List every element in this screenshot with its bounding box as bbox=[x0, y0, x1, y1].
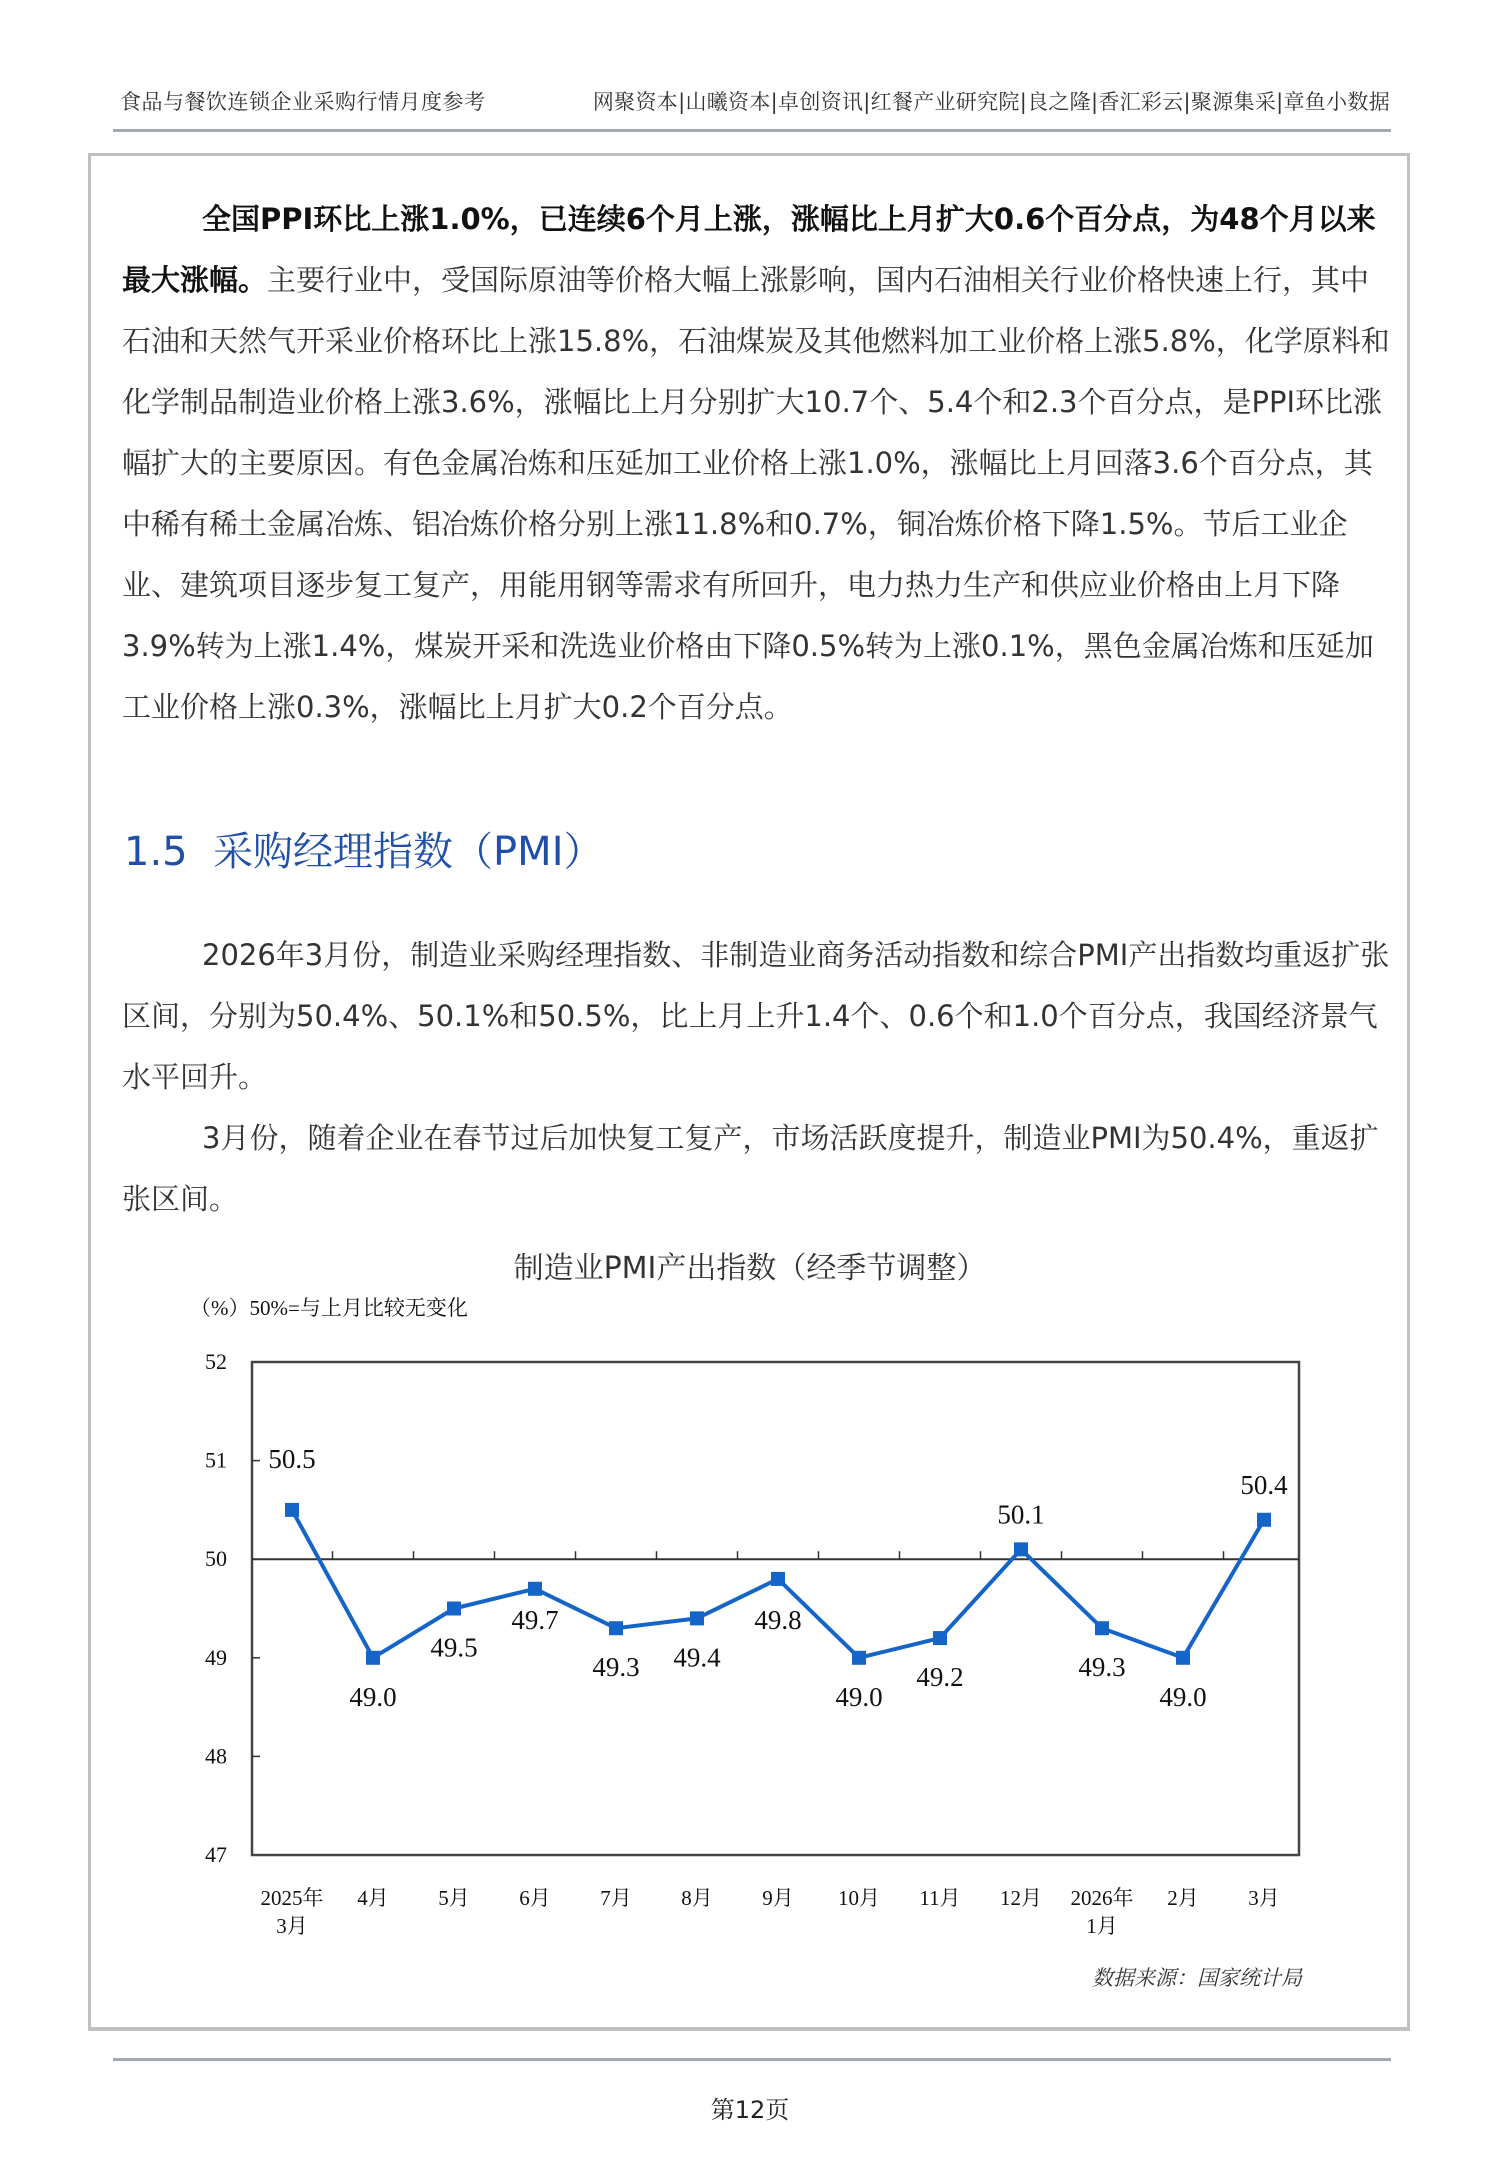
y-tick-label: 52 bbox=[205, 1349, 227, 1374]
data-point bbox=[1257, 1513, 1271, 1527]
data-label: 49.2 bbox=[916, 1662, 964, 1693]
report-title: 食品与餐饮连锁企业采购行情月度参考 bbox=[120, 90, 486, 114]
data-point bbox=[1176, 1651, 1190, 1665]
x-tick-label: 1月 bbox=[1086, 1914, 1118, 1938]
x-tick-label: 2月 bbox=[1167, 1886, 1199, 1910]
y-tick-label: 47 bbox=[205, 1842, 227, 1867]
data-point bbox=[1095, 1621, 1109, 1635]
footer-divider bbox=[113, 2058, 1391, 2061]
data-point bbox=[285, 1503, 299, 1517]
x-tick-label: 5月 bbox=[438, 1886, 470, 1910]
header-divider bbox=[113, 129, 1391, 132]
chart-subtitle: （%）50%=与上月比较无变化 bbox=[190, 1296, 468, 1320]
x-tick-label: 12月 bbox=[1000, 1886, 1042, 1910]
section-heading bbox=[124, 820, 604, 877]
x-tick-label: 9月 bbox=[762, 1886, 794, 1910]
ppi-lead-bold: 全国PPI环比上涨1.0%，已连续6个月上涨，涨幅比上月扩大0.6个百分点，为48个月以来最大涨幅。 bbox=[122, 202, 1376, 297]
pmi-paragraph-1 bbox=[122, 925, 1392, 1108]
section-title: 采购经理指数（PMI） bbox=[213, 829, 604, 875]
section-number: 1.5 bbox=[124, 829, 188, 875]
x-tick-label: 10月 bbox=[838, 1886, 880, 1910]
data-label: 50.1 bbox=[997, 1499, 1045, 1530]
data-point bbox=[1014, 1542, 1028, 1556]
y-tick-label: 50 bbox=[205, 1546, 227, 1572]
x-tick-label: 2025年 bbox=[260, 1886, 324, 1910]
report-sources: 网聚资本|山曦资本|卓创资讯|红餐产业研究院|良之隆|香汇彩云|聚源集采|章鱼小数据 bbox=[592, 90, 1390, 114]
data-label: 49.0 bbox=[835, 1681, 883, 1712]
pmi-paragraph-2 bbox=[122, 1108, 1392, 1230]
y-tick-label: 51 bbox=[205, 1447, 227, 1473]
pmi-paragraph-2-text: 3月份，随着企业在春节过后加快复工复产，市场活跃度提升，制造业PMI为50.4%，重返扩张区间。 bbox=[122, 1121, 1379, 1216]
x-tick-label: 3月 bbox=[1248, 1886, 1280, 1910]
pmi-paragraph-1-text: 2026年3月份，制造业采购经理指数、非制造业商务活动指数和综合PMI产出指数均重返扩张区间，分别为50.4%、50.1%和50.5%，比上月上升1.4个、0.6个和1.0个百分点，我国经济景气水平回升。 bbox=[122, 938, 1390, 1094]
data-label: 50.5 bbox=[268, 1443, 316, 1474]
data-point bbox=[609, 1621, 623, 1635]
data-source: 数据来源：国家统计局 bbox=[1092, 1966, 1302, 1990]
data-point bbox=[447, 1602, 461, 1616]
data-label: 49.3 bbox=[592, 1652, 640, 1683]
page-number: 第12页 bbox=[710, 2096, 790, 2124]
chart-title: 制造业PMI产出指数（经季节调整） bbox=[513, 1251, 987, 1286]
data-point bbox=[852, 1651, 866, 1665]
ppi-paragraph bbox=[122, 189, 1392, 738]
data-label: 49.7 bbox=[511, 1604, 559, 1635]
pmi-line-chart bbox=[0, 1330, 1500, 1950]
data-label: 49.8 bbox=[754, 1604, 802, 1635]
data-label: 50.4 bbox=[1240, 1469, 1288, 1500]
data-point bbox=[366, 1651, 380, 1665]
x-tick-label: 11月 bbox=[919, 1886, 961, 1910]
data-label: 49.3 bbox=[1078, 1652, 1126, 1683]
ppi-body: 主要行业中，受国际原油等价格大幅上涨影响，国内石油相关行业价格快速上行，其中石油和天然气开采业价格环比上涨15.8%，石油煤炭及其他燃料加工业价格上涨5.8%，化学原料和化学制品制造业价格上涨3.6%，涨幅比上月分别扩大10.7个、5.4个和2.3个百分点，是PPI环比涨幅扩大的主要原因。有色金属冶炼和压延加工业价格上涨1.0%，涨幅比上月回落3.6个百分点，其中稀有稀土金属冶炼、铝冶炼价格分别上涨11.8%和0.7%，铜冶炼价格下降1.5%。节后工业企业、建筑项目逐步复工复产，用能用钢等需求有所回升，电力热力生产和供应业价格由上月下降3.9%转为上涨1.4%，煤炭开采和洗选业价格由下降0.5%转为上涨0.1%，黑色金属冶炼和压延加工业价格上涨0.3%，涨幅比上月扩大0.2个百分点。 bbox=[122, 263, 1390, 724]
x-tick-label: 3月 bbox=[276, 1914, 308, 1938]
x-tick-label: 8月 bbox=[681, 1886, 713, 1910]
data-point bbox=[528, 1582, 542, 1596]
x-tick-label: 7月 bbox=[600, 1886, 632, 1910]
y-tick-label: 48 bbox=[205, 1743, 227, 1769]
data-label: 49.0 bbox=[1159, 1681, 1207, 1712]
data-point bbox=[771, 1572, 785, 1586]
y-tick-label: 49 bbox=[205, 1644, 227, 1670]
data-label: 49.5 bbox=[430, 1632, 478, 1663]
data-point bbox=[933, 1631, 947, 1645]
data-label: 49.0 bbox=[349, 1681, 397, 1712]
data-point bbox=[690, 1611, 704, 1625]
x-tick-label: 2026年 bbox=[1070, 1886, 1134, 1910]
data-label: 49.4 bbox=[673, 1642, 721, 1673]
x-tick-label: 6月 bbox=[519, 1886, 551, 1910]
x-tick-label: 4月 bbox=[357, 1886, 389, 1910]
